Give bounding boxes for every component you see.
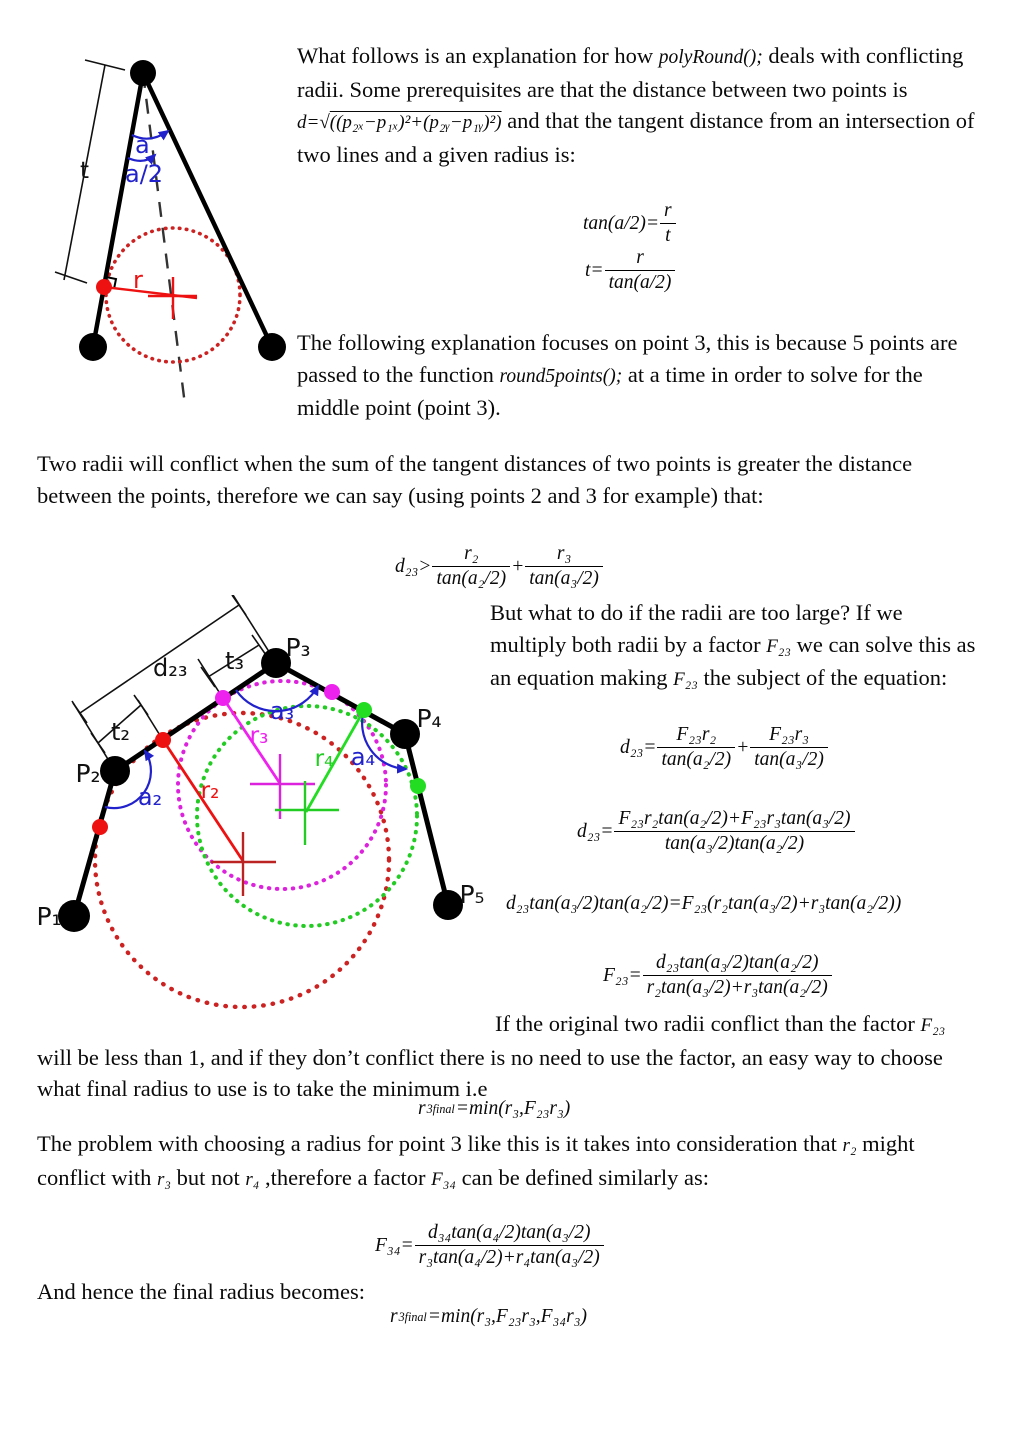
- paragraph-conflict-condition: Two radii will conflict when the sum of the tangent distances of two points is greater the distance between the points, therefore we can say (using points 2 and 3 for example) that:: [37, 451, 913, 508]
- formula-d23-with-factor: d₂₃= $\frac{\text{F₂₃r₂}}{\text{tan(a₂/2)}}$ + $\frac{\text{F₂₃r₃}}{\text{tan(a₃/2)}}$: [620, 724, 828, 771]
- p2-label: P₂: [75, 759, 101, 788]
- r-label: r: [133, 266, 143, 294]
- polyround-code: polyRound();: [658, 47, 763, 68]
- distance-formula-inline: d=√((p₂ₓ−p₁ₓ)²+(p₂ᵧ−p₁ᵧ)²): [297, 112, 502, 133]
- t-dimension-line: [55, 60, 125, 283]
- angle-tangent-diagram: [35, 50, 295, 420]
- round5points-code: round5points();: [499, 365, 623, 387]
- a4-label: a₄: [350, 743, 376, 771]
- formula-f34-solved: F₃₄= $\frac{\text{d₃₄tan(a₄/2)tan(a₃/2)}}{\text{r₃tan(a₄/2)+r₄tan(a₃/2)}}$: [375, 1222, 604, 1269]
- paragraph-factor-f23: But what to do if the radii are too large? If we multiply both radii by a factor F₂₃ we can solve this as an equation making F₂₃ the subject of the equation:: [490, 600, 976, 690]
- paragraph-minimum-choice: If the original two radii conflict than the factor F₂₃ will be less than 1, and if they don’t conflict there is no need to use the factor, an easy way to choose what final radius to use is to take the minimum i.e: [37, 1011, 946, 1101]
- polyline-radii-diagram: [35, 595, 505, 1025]
- r3-tangent-dot-2: [324, 684, 340, 700]
- angle-tangent-svg: [35, 50, 295, 420]
- r3-label: r₃: [249, 723, 269, 749]
- polyline-point-dots: [58, 648, 463, 932]
- r4-tangent-dot-2: [410, 778, 426, 794]
- polyline-radii-svg: [35, 595, 505, 1025]
- paragraph-factor-f34: The problem with choosing a radius for point 3 like this is it takes into consideration that r₂ might conflict with r₃ but not r₄ ,therefore a factor F₃₄ can be defined similarly as:: [37, 1131, 915, 1190]
- angle-legs: [93, 73, 272, 347]
- tangent-point-dot: [96, 279, 112, 295]
- a-half-label: a/2: [125, 160, 164, 188]
- radius-line-and-cross: [104, 277, 197, 319]
- r2-label: r₂: [200, 778, 220, 804]
- r3-tangent-dot-1: [215, 690, 231, 706]
- r2-center-cross: [211, 832, 276, 896]
- r2-tangent-dot-2: [155, 732, 171, 748]
- p1-label: P₁: [36, 902, 62, 931]
- r4-label: r₄: [314, 746, 334, 772]
- formula-f23-solved: F₂₃= $\frac{\text{d₂₃tan(a₃/2)tan(a₂/2)}}{\text{r₂tan(a₃/2)+r₃tan(a₂/2)}}$: [603, 952, 832, 999]
- formula-tangent-distance: t= $\frac{r}{\tan(a/2)}$: [585, 247, 675, 294]
- d23-label: d₂₃: [153, 654, 188, 682]
- formula-r3final-min3: r 3final =min(r₃,F₂₃r₃,F₃₄r₃): [390, 1306, 587, 1327]
- t-label: t: [80, 158, 90, 184]
- t2-label: t₂: [111, 718, 131, 746]
- formula-conflict-inequality: d₂₃> $\frac{\text{r₂}}{\text{tan(a₂/2)}}$ + $\frac{\text{r₃}}{\text{tan(a₃/2)}}$: [395, 543, 603, 590]
- a-label: a: [135, 131, 150, 159]
- polyline-p1-p5: [74, 663, 448, 916]
- p4-label: P₄: [416, 704, 442, 733]
- paragraph-focus-point3: The following explanation focuses on point 3, this is because 5 points are passed to the function round5points(); at a time in order to solve for the middle point (point 3).: [297, 330, 958, 420]
- paragraph-intro: [297, 40, 987, 170]
- intro-text-2: deals with conflicting radii. Some prerequisites are that the distance between two points is: [297, 43, 964, 102]
- p3-label: P₃: [285, 633, 311, 662]
- formula-r3final-min2: r 3final =min(r₃,F₂₃r₃): [418, 1098, 571, 1119]
- intro-text-1: What follows is an explanation for how: [297, 43, 659, 68]
- a3-label: a₃: [269, 697, 295, 725]
- p5-label: P₅: [459, 880, 485, 909]
- r2-tangent-dot-1: [92, 819, 108, 835]
- r4-center-cross: [275, 781, 339, 845]
- paragraph-final-radius: And hence the final radius becomes:: [37, 1279, 366, 1304]
- intro-text-3: and that the tangent distance from an intersection of two lines and a given radius is:: [297, 108, 975, 167]
- r4-circle-dotted: [197, 706, 417, 926]
- r4-tangent-dot-1: [356, 702, 372, 718]
- a2-label: a₂: [137, 783, 163, 811]
- formula-tan-half-angle: tan(a/2)= $\frac{r}{t}$: [583, 200, 676, 247]
- formula-d23-expanded: d₂₃tan(a₃/2)tan(a₂/2)=F₂₃(r₂tan(a₃/2)+r₃tan(a₂/2)): [506, 893, 902, 914]
- formula-d23-combined-fraction: d₂₃= $\frac{\text{F₂₃r₂tan(a₂/2)+F₂₃r₃tan(a₃/2)}}{\text{tan(a₃/2)tan(a₂/2)}}$: [577, 808, 855, 855]
- t3-label: t₃: [225, 647, 245, 675]
